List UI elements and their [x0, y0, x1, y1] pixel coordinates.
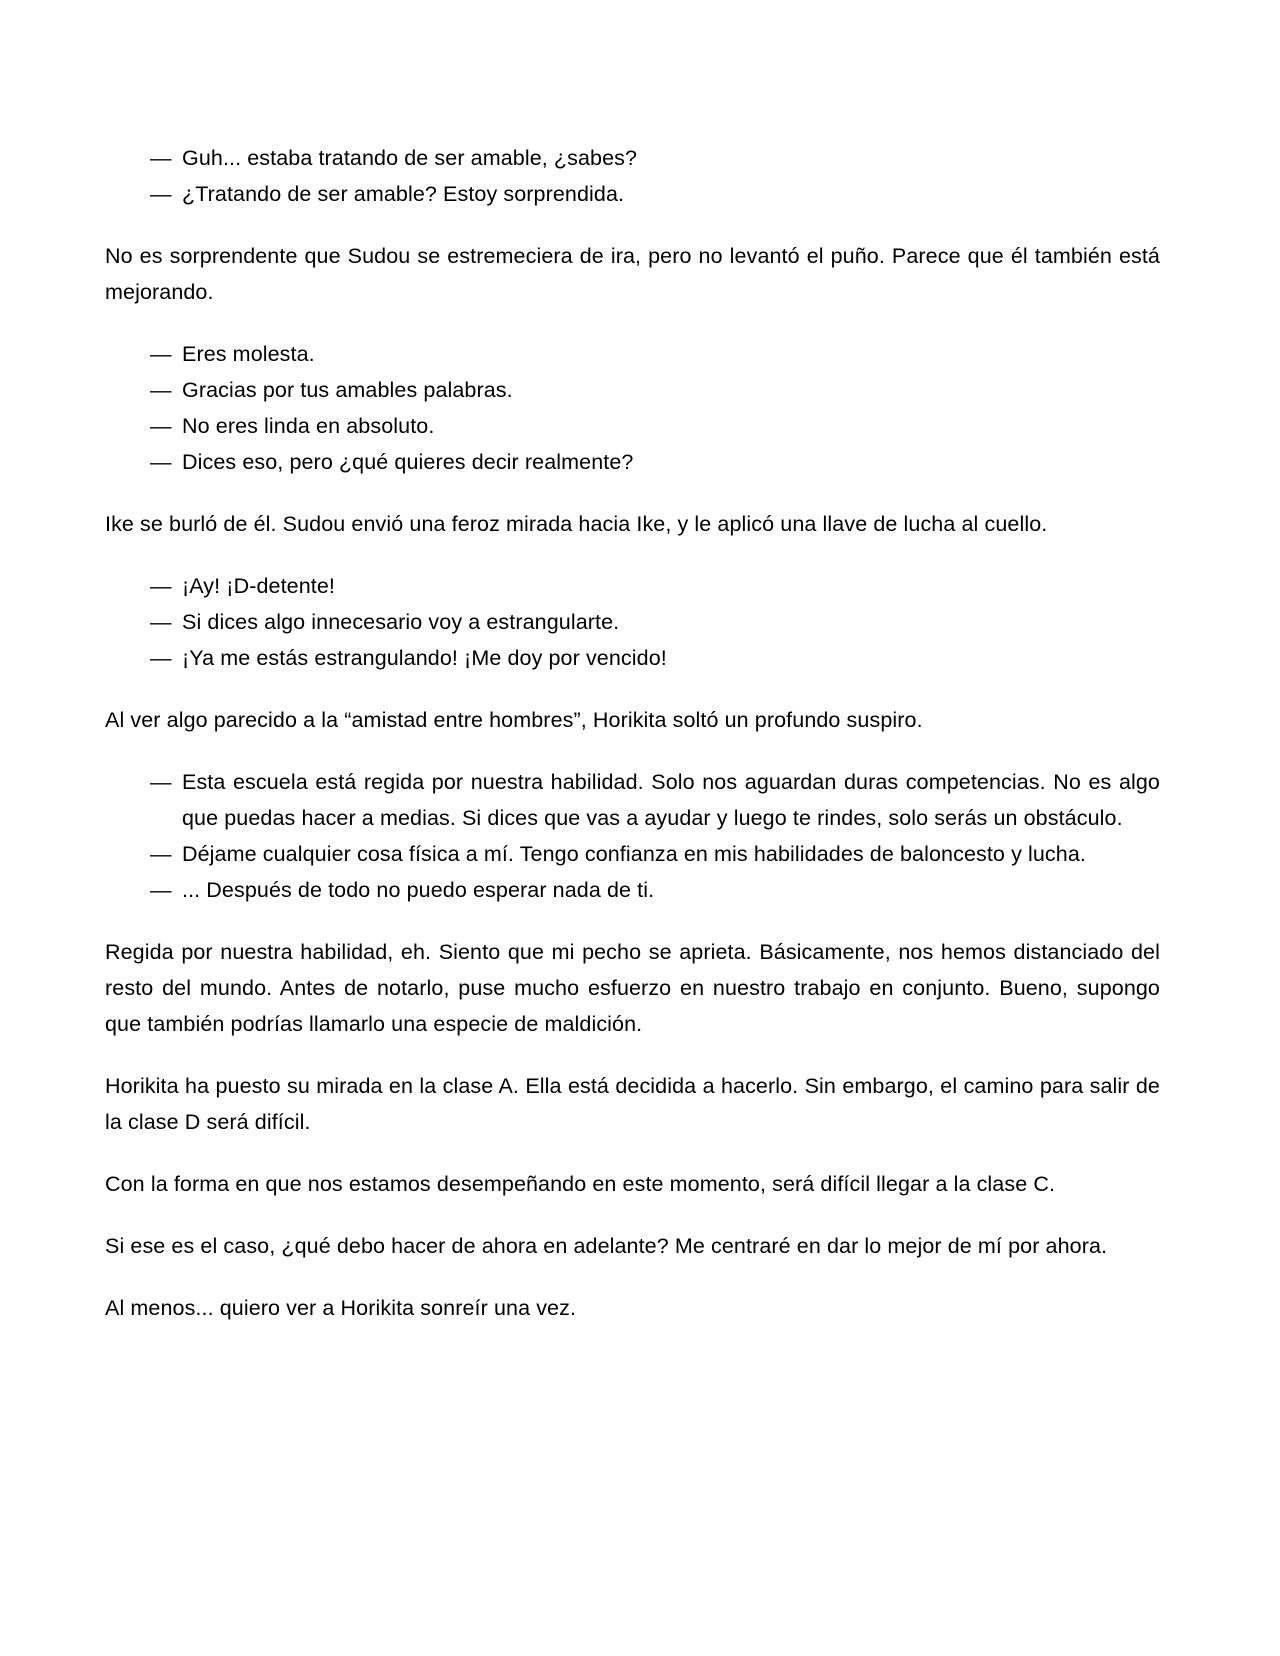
- paragraph: Al menos... quiero ver a Horikita sonreír una vez.: [105, 1296, 577, 1320]
- dialogue-block-2: [105, 336, 1160, 480]
- paragraph: Con la forma en que nos estamos desempeñando en este momento, será difícil llegar a la clase C.: [105, 1172, 1056, 1196]
- em-dash-marker: —: [150, 414, 172, 438]
- dialogue-line: [150, 836, 1160, 872]
- em-dash-marker: —: [150, 182, 172, 206]
- text-column: [105, 140, 1160, 1326]
- paragraph: Si ese es el caso, ¿qué debo hacer de ahora en adelante? Me centraré en dar lo mejor de mí por ahora.: [105, 1234, 1108, 1258]
- em-dash-marker: —: [150, 342, 172, 366]
- em-dash-marker: —: [150, 646, 172, 670]
- em-dash-marker: —: [150, 378, 172, 402]
- dialogue-block-3: [105, 568, 1160, 676]
- dialogue-text: Dices eso, pero ¿qué quieres decir realmente?: [182, 450, 634, 474]
- dialogue-block-1: [105, 140, 1160, 212]
- dialogue-line: [150, 336, 1160, 372]
- em-dash-marker: —: [150, 770, 172, 794]
- em-dash-marker: —: [150, 450, 172, 474]
- dialogue-line: [150, 872, 1160, 908]
- dialogue-text: Déjame cualquier cosa física a mí. Tengo confianza en mis habilidades de baloncesto y lucha.: [182, 842, 1086, 866]
- dialogue-text: Guh... estaba tratando de ser amable, ¿sabes?: [182, 146, 638, 170]
- dialogue-text: No eres linda en absoluto.: [182, 414, 435, 438]
- em-dash-marker: —: [150, 842, 172, 866]
- dialogue-line: [150, 444, 1160, 480]
- em-dash-marker: —: [150, 610, 172, 634]
- dialogue-text: Esta escuela está regida por nuestra habilidad. Solo nos aguardan duras competencias. No es algo que puedas hacer a medias. Si dices que vas a ayudar y luego te rindes, solo serás un obstáculo.: [182, 770, 1160, 830]
- dialogue-line: [150, 640, 1160, 676]
- paragraph: Al ver algo parecido a la “amistad entre hombres”, Horikita soltó un profundo suspiro.: [105, 708, 923, 732]
- dialogue-line: [150, 764, 1160, 836]
- dialogue-line: [150, 604, 1160, 640]
- dialogue-line: [150, 408, 1160, 444]
- dialogue-block-4: [105, 764, 1160, 908]
- dialogue-line: [150, 568, 1160, 604]
- paragraph: Regida por nuestra habilidad, eh. Siento que mi pecho se aprieta. Básicamente, nos hemos distanciado del resto del mundo. Antes de notarlo, puse mucho esfuerzo en nuestro trabajo en conjunto. Bueno, supongo que también podrías llamarlo una especie de maldición.: [105, 940, 1160, 1036]
- dialogue-text: Si dices algo innecesario voy a estrangularte.: [182, 610, 620, 634]
- paragraph: Horikita ha puesto su mirada en la clase A. Ella está decidida a hacerlo. Sin embargo, el camino para salir de la clase D será difícil.: [105, 1074, 1160, 1134]
- em-dash-marker: —: [150, 574, 172, 598]
- dialogue-text: ¿Tratando de ser amable? Estoy sorprendida.: [182, 182, 625, 206]
- dialogue-text: ¡Ay! ¡D-detente!: [182, 574, 335, 598]
- dialogue-line: [150, 140, 1160, 176]
- dialogue-text: ¡Ya me estás estrangulando! ¡Me doy por vencido!: [182, 646, 667, 670]
- em-dash-marker: —: [150, 146, 172, 170]
- dialogue-text: ... Después de todo no puedo esperar nada de ti.: [182, 878, 655, 902]
- dialogue-line: [150, 372, 1160, 408]
- dialogue-text: Eres molesta.: [182, 342, 315, 366]
- paragraph: Ike se burló de él. Sudou envió una feroz mirada hacia Ike, y le aplicó una llave de lucha al cuello.: [105, 512, 1048, 536]
- dialogue-text: Gracias por tus amables palabras.: [182, 378, 513, 402]
- paragraph: No es sorprendente que Sudou se estremeciera de ira, pero no levantó el puño. Parece que él también está mejorando.: [105, 244, 1160, 304]
- em-dash-marker: —: [150, 878, 172, 902]
- dialogue-line: [150, 176, 1160, 212]
